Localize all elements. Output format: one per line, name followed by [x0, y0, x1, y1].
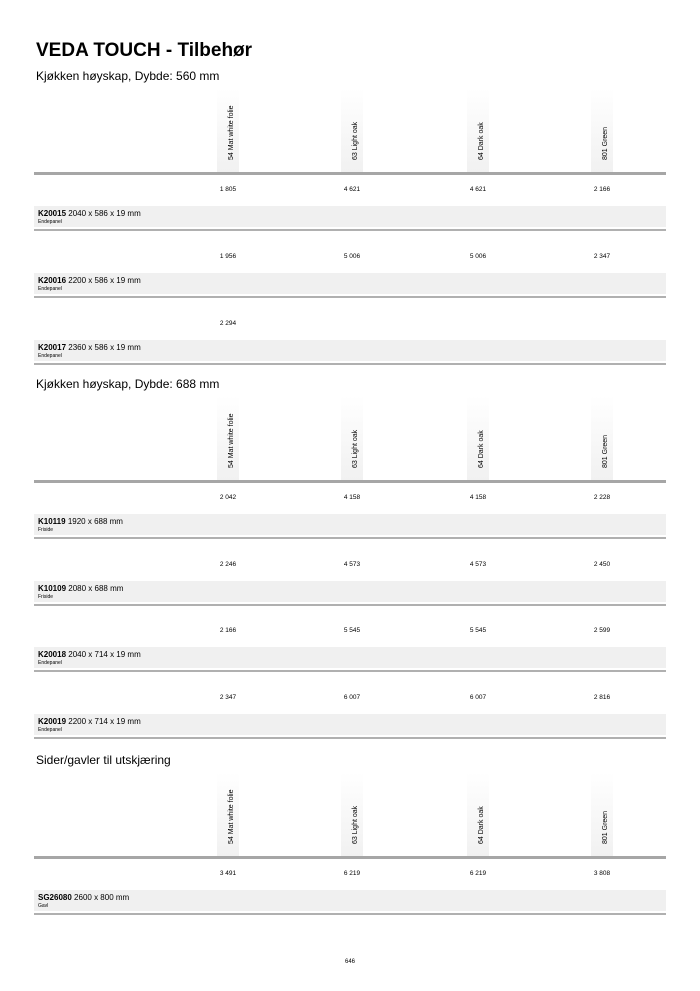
price-light-oak: 5 545 — [343, 627, 361, 634]
row-divider — [34, 537, 666, 539]
product-code: K20019 — [38, 717, 67, 726]
product-name-bar — [34, 206, 666, 227]
price-dark-oak: 4 573 — [469, 561, 487, 568]
product-code: SG26080 — [38, 893, 72, 902]
product-size: 2200 x 714 x 19 mm — [68, 717, 141, 726]
product-row — [34, 186, 666, 246]
product-name-bar — [34, 714, 666, 735]
price-mat-white: 3 491 — [219, 870, 237, 877]
product-row — [34, 253, 666, 313]
product-name-bar — [34, 581, 666, 602]
price-mat-white: 2 347 — [219, 694, 237, 701]
product-code: K10109 — [38, 584, 67, 593]
column-header — [34, 396, 666, 486]
header-divider — [34, 856, 666, 859]
product-code: K20018 — [38, 650, 67, 659]
price-light-oak: 4 573 — [343, 561, 361, 568]
header-divider — [34, 480, 666, 483]
product-code: K20015 — [38, 209, 67, 218]
price-mat-white: 2 042 — [219, 494, 237, 501]
row-divider — [34, 229, 666, 231]
product-type: Gavl — [38, 903, 49, 909]
column-label: 64 Dark oak — [478, 806, 485, 844]
price-green: 2 166 — [593, 186, 611, 193]
page-number: 646 — [344, 959, 355, 965]
row-divider — [34, 363, 666, 365]
product-type: Endepanel — [38, 353, 62, 359]
price-light-oak: 4 621 — [343, 186, 361, 193]
column-label: 801 Green — [602, 126, 609, 160]
product-size: 2080 x 688 mm — [68, 584, 124, 593]
product-type: Endepanel — [38, 727, 62, 733]
product-row — [34, 627, 666, 687]
row-divider — [34, 737, 666, 739]
price-dark-oak: 4 621 — [469, 186, 487, 193]
product-type: Endepanel — [38, 286, 62, 292]
product-type: Endepanel — [38, 660, 62, 666]
section-title: Kjøkken høyskap, Dybde: 688 mm — [36, 377, 220, 391]
price-green: 2 347 — [593, 253, 611, 260]
price-light-oak: 4 158 — [343, 494, 361, 501]
column-header-dark-oak — [467, 88, 489, 172]
price-mat-white: 1 805 — [219, 186, 237, 193]
column-header-light-oak — [341, 88, 363, 172]
price-dark-oak: 6 219 — [469, 870, 487, 877]
column-header-green — [591, 772, 613, 856]
price-mat-white: 2 246 — [219, 561, 237, 568]
row-divider — [34, 670, 666, 672]
column-label: 54 Mat white folie — [228, 413, 235, 468]
product-type: Endepanel — [38, 219, 62, 225]
column-label: 801 Green — [602, 810, 609, 844]
column-header-mat-white — [217, 396, 239, 480]
price-dark-oak: 6 007 — [469, 694, 487, 701]
price-dark-oak: 5 006 — [469, 253, 487, 260]
column-label: 63 Light oak — [352, 121, 359, 160]
header-divider — [34, 172, 666, 175]
column-header — [34, 772, 666, 862]
product-type: Friside — [38, 594, 54, 600]
product-size: 2600 x 800 mm — [74, 893, 130, 902]
product-name-bar — [34, 647, 666, 668]
price-dark-oak: 4 158 — [469, 494, 487, 501]
column-header-dark-oak — [467, 396, 489, 480]
column-header-mat-white — [217, 88, 239, 172]
column-header — [34, 88, 666, 178]
column-header-light-oak — [341, 396, 363, 480]
price-green: 3 808 — [593, 870, 611, 877]
product-name-bar — [34, 514, 666, 535]
price-green: 2 228 — [593, 494, 611, 501]
price-dark-oak: 5 545 — [469, 627, 487, 634]
product-name-bar — [34, 340, 666, 361]
column-label: 54 Mat white folie — [228, 105, 235, 160]
price-green: 2 816 — [593, 694, 611, 701]
price-green: 2 599 — [593, 627, 611, 634]
column-header-mat-white — [217, 772, 239, 856]
column-header-green — [591, 396, 613, 480]
column-label: 54 Mat white folie — [228, 789, 235, 844]
section-title: Sider/gavler til utskjæring — [36, 753, 171, 767]
product-size: 2200 x 586 x 19 mm — [68, 276, 141, 285]
product-type: Friside — [38, 527, 54, 533]
product-row — [34, 561, 666, 621]
product-name-bar — [34, 890, 666, 911]
column-label: 64 Dark oak — [478, 430, 485, 468]
column-header-light-oak — [341, 772, 363, 856]
column-label: 801 Green — [602, 434, 609, 468]
product-row — [34, 494, 666, 554]
column-label: 63 Light oak — [352, 805, 359, 844]
product-code: K10119 — [38, 517, 66, 526]
column-header-dark-oak — [467, 772, 489, 856]
product-row — [34, 694, 666, 754]
product-row — [34, 320, 666, 380]
row-divider — [34, 604, 666, 606]
product-size: 1920 x 688 mm — [67, 517, 123, 526]
product-row — [34, 870, 666, 930]
column-header-green — [591, 88, 613, 172]
price-mat-white: 2 166 — [219, 627, 237, 634]
column-label: 63 Light oak — [352, 429, 359, 468]
price-mat-white: 1 956 — [219, 253, 237, 260]
column-label: 64 Dark oak — [478, 122, 485, 160]
price-light-oak: 6 007 — [343, 694, 361, 701]
product-code: K20016 — [38, 276, 67, 285]
product-name-bar — [34, 273, 666, 294]
product-size: 2040 x 714 x 19 mm — [68, 650, 141, 659]
row-divider — [34, 296, 666, 298]
product-size: 2040 x 586 x 19 mm — [68, 209, 141, 218]
section-title: Kjøkken høyskap, Dybde: 560 mm — [36, 69, 220, 83]
price-light-oak: 5 006 — [343, 253, 361, 260]
row-divider — [34, 913, 666, 915]
price-light-oak: 6 219 — [343, 870, 361, 877]
product-size: 2360 x 586 x 19 mm — [68, 343, 141, 352]
price-mat-white: 2 294 — [219, 320, 237, 327]
product-code: K20017 — [38, 343, 67, 352]
price-green: 2 450 — [593, 561, 611, 568]
page-title: VEDA TOUCH - Tilbehør — [36, 40, 253, 61]
